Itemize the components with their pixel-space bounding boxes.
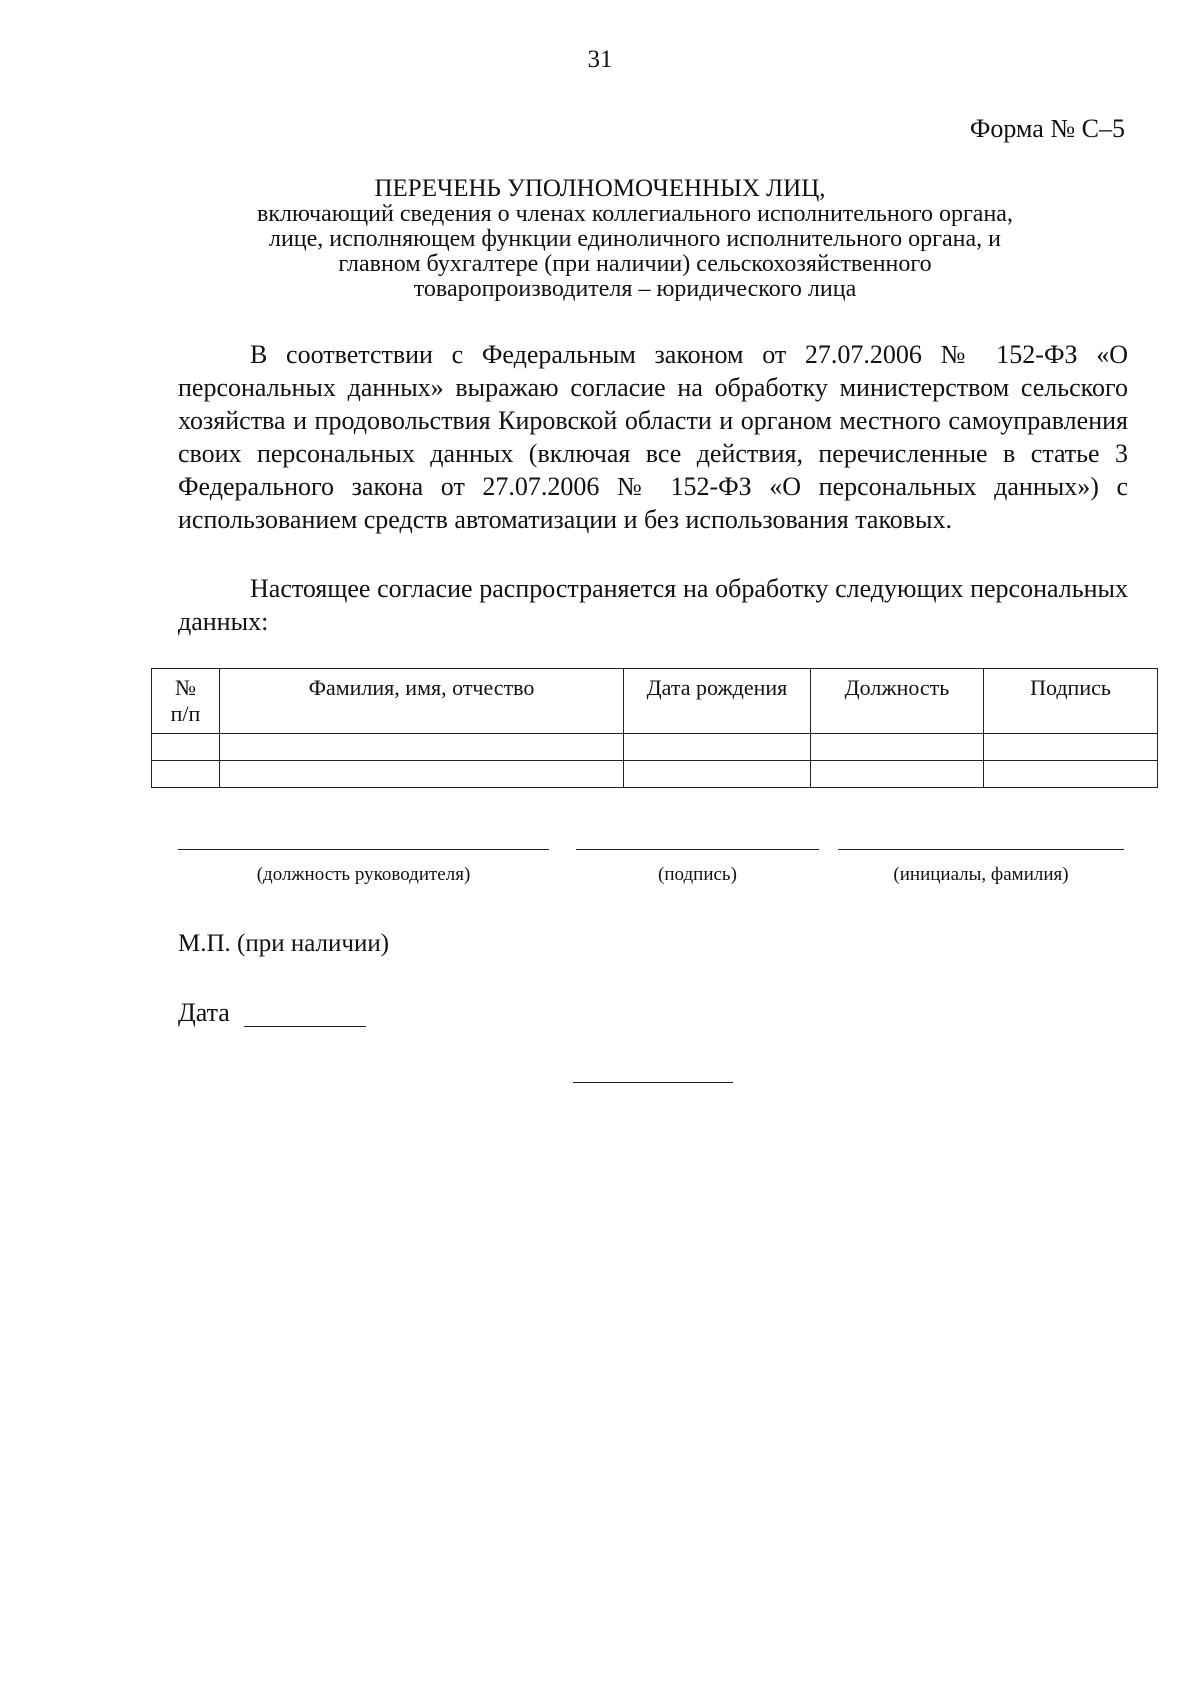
table-row <box>152 734 1158 761</box>
document-subtitle <box>175 202 1095 302</box>
header-number-line1: № <box>175 675 196 700</box>
table-cell[interactable] <box>811 734 984 761</box>
head-position-line[interactable] <box>178 849 549 850</box>
signature-line[interactable] <box>576 849 819 850</box>
table-cell[interactable] <box>152 734 220 761</box>
table-header-row <box>152 669 1158 734</box>
header-birth-date: Дата рождения <box>624 669 811 734</box>
subtitle-line: главном бухгалтере (при наличии) сельскохозяйственного <box>338 251 932 277</box>
table-row <box>152 761 1158 788</box>
page-number: 31 <box>587 46 613 73</box>
end-of-form-divider <box>573 1082 733 1083</box>
consent-paragraph: В соответствии с Федеральным законом от 27.07.2006 № 152-ФЗ «О персональных данных» выражаю согласие на обработку министерством сельского хозяйства и продовольствия Кировской области и органом местного самоуправления своих персональных данных (включая все действия, перечисленные в статье 3 Федерального закона от 27.07.2006 № 152-ФЗ «О персональных данных») с использованием средств автоматизации и без использования таковых. <box>178 340 1128 534</box>
table-cell[interactable] <box>220 734 624 761</box>
header-full-name: Фамилия, имя, отчество <box>220 669 624 734</box>
subtitle-line: включающий сведения о членах коллегиального исполнительного органа, <box>257 201 1013 227</box>
table-cell[interactable] <box>152 761 220 788</box>
table-cell[interactable] <box>624 761 811 788</box>
initials-caption: (инициалы, фамилия) <box>893 864 1069 885</box>
header-number-line2: п/п <box>170 701 201 726</box>
table-cell[interactable] <box>984 734 1158 761</box>
form-number: Форма № С–5 <box>969 114 1125 143</box>
stamp-label: М.П. (при наличии) <box>178 930 390 957</box>
initials-line[interactable] <box>838 849 1124 850</box>
header-signature: Подпись <box>984 669 1158 734</box>
header-position: Должность <box>811 669 984 734</box>
date-label: Дата <box>178 998 230 1027</box>
table-cell[interactable] <box>624 734 811 761</box>
scope-paragraph: Настоящее согласие распространяется на обработку следующих персональных данных: <box>178 574 1128 636</box>
table-cell[interactable] <box>984 761 1158 788</box>
table-cell[interactable] <box>811 761 984 788</box>
header-number <box>152 669 220 734</box>
signature-caption: (подпись) <box>658 864 737 885</box>
table-cell[interactable] <box>220 761 624 788</box>
document-title: ПЕРЕЧЕНЬ УПОЛНОМОЧЕННЫХ ЛИЦ, <box>374 175 826 202</box>
subtitle-line: лице, исполняющем функции единоличного исполнительного органа, и <box>268 226 1001 252</box>
head-position-caption: (должность руководителя) <box>256 864 471 885</box>
date-field-line[interactable] <box>244 1026 366 1027</box>
authorized-persons-table <box>151 668 1158 788</box>
subtitle-line: товаропроизводителя – юридического лица <box>413 276 857 302</box>
